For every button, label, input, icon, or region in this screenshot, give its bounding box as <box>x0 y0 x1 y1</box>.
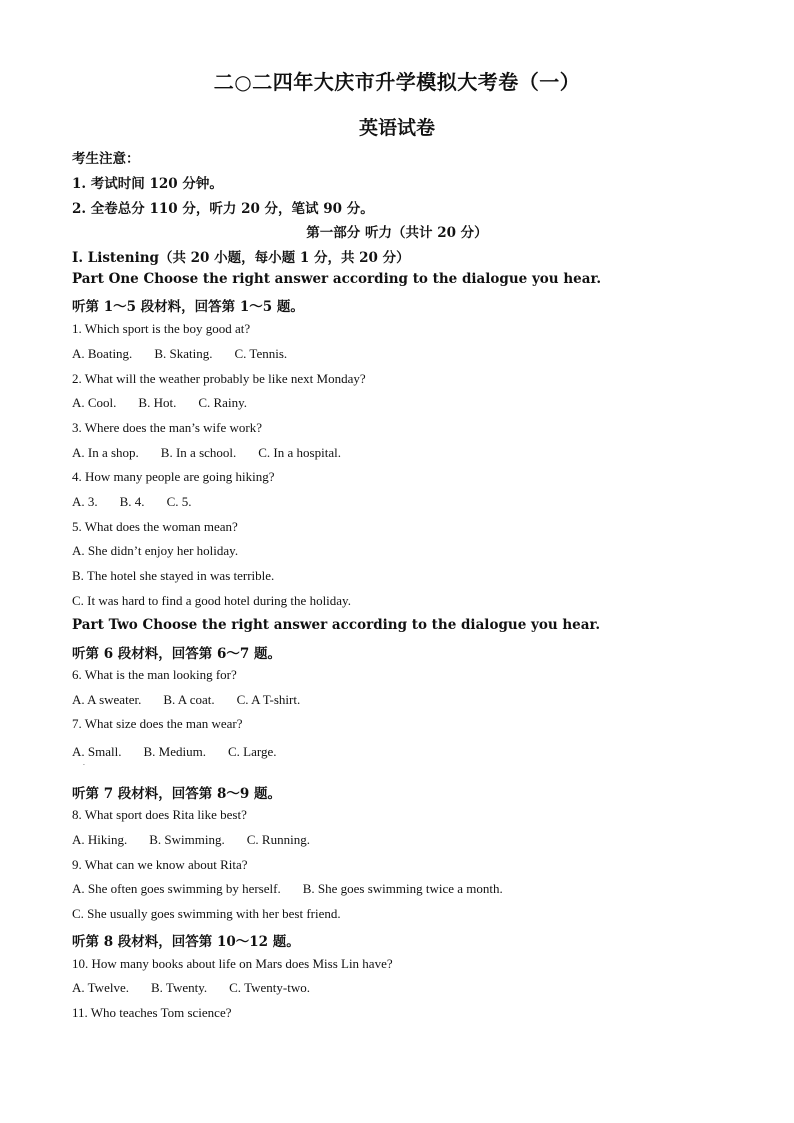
question-1-options <box>72 346 309 362</box>
question-10: 10. How many books about life on Mars does Miss Lin have? <box>72 956 393 971</box>
question-10-options <box>72 980 332 996</box>
group-8-instruction: 听第 8 段材料，回答第 10～12 题。 <box>72 934 300 950</box>
option-a: A. A sweater. <box>72 692 142 707</box>
question-6: 6. What is the man looking for? <box>72 667 237 682</box>
question-5-option-a: A. She didn’t enjoy her holiday. <box>72 543 239 558</box>
option-c: C. A T-shirt. <box>236 692 301 707</box>
option-a: A. In a shop. <box>72 445 139 460</box>
option-b: B. A coat. <box>163 692 215 707</box>
question-2-options <box>72 395 269 411</box>
question-5: 5. What does the woman mean? <box>72 519 238 534</box>
option-a: A. She often goes swimming by herself. <box>72 881 281 896</box>
question-9: 9. What can we know about Rita? <box>72 857 248 872</box>
option-c: C. Tennis. <box>234 346 288 361</box>
option-b: B. Skating. <box>154 346 213 361</box>
notice-item-2: 2. 全卷总分 110 分，听力 20 分，笔试 90 分。 <box>72 201 374 217</box>
option-b: B. Hot. <box>138 395 177 410</box>
option-a: A. Hiking. <box>72 832 128 847</box>
option-c: C. Large. <box>227 744 277 759</box>
question-3: 3. Where does the man’s wife work? <box>72 420 263 435</box>
notice-heading: 考生注意： <box>72 151 140 167</box>
question-9-option-c: C. She usually goes swimming with her best friend. <box>72 906 341 921</box>
listening-heading: Ⅰ. Listening（共 20 小题，每小题 1 分，共 20 分） <box>72 250 410 266</box>
option-b: B. Twenty. <box>150 980 208 995</box>
question-2: 2. What will the weather probably be like next Monday? <box>72 371 366 386</box>
option-a: A. Twelve. <box>72 980 129 995</box>
question-11: 11. Who teaches Tom science? <box>72 1005 232 1020</box>
part-two-instruction: Part Two Choose the right answer according to the dialogue you hear. <box>72 617 601 633</box>
question-7: 7. What size does the man wear? <box>72 716 243 731</box>
exam-title: 二○二四年大庆市升学模拟大考卷（一） <box>213 70 581 94</box>
part-one-instruction: Part One Choose the right answer according to the dialogue you hear. <box>72 271 602 287</box>
option-b: B. She goes swimming twice a month. <box>302 881 503 896</box>
option-c: C. Rainy. <box>198 395 247 410</box>
question-4: 4. How many people are going hiking? <box>72 469 275 484</box>
question-7-options <box>72 744 298 760</box>
option-a: A. Cool. <box>72 395 117 410</box>
question-5-option-b: B. The hotel she stayed in was terrible. <box>72 568 275 583</box>
option-c: C. Running. <box>246 832 310 847</box>
option-b: B. In a school. <box>160 445 237 460</box>
option-b: B. Medium. <box>143 744 206 759</box>
option-b: B. Swimming. <box>149 832 225 847</box>
option-c: C. 5. <box>166 494 192 509</box>
group-7-instruction: 听第 7 段材料，回答第 8～9 题。 <box>72 786 281 802</box>
group-6-instruction: 听第 6 段材料，回答第 6～7 题。 <box>72 646 281 662</box>
stray-mark: · <box>83 762 85 769</box>
question-4-options <box>72 494 213 510</box>
option-a: A. Boating. <box>72 346 133 361</box>
question-1: 1. Which sport is the boy good at? <box>72 321 251 336</box>
notice-item-1: 1. 考试时间 120 分钟。 <box>72 176 223 192</box>
part1-heading: 第一部分 听力（共计 20 分） <box>306 225 488 241</box>
option-a: A. 3. <box>72 494 98 509</box>
question-8: 8. What sport does Rita like best? <box>72 807 247 822</box>
group-1-instruction: 听第 1～5 段材料，回答第 1～5 题。 <box>72 299 304 315</box>
question-3-options <box>72 445 363 461</box>
question-5-option-c: C. It was hard to find a good hotel during the holiday. <box>72 593 351 608</box>
option-c: C. Twenty-two. <box>229 980 310 995</box>
exam-subject: 英语试卷 <box>358 117 435 139</box>
option-c: C. In a hospital. <box>258 445 341 460</box>
option-a: A. Small. <box>72 744 122 759</box>
question-8-options <box>72 832 332 848</box>
question-6-options <box>72 692 322 708</box>
option-b: B. 4. <box>119 494 145 509</box>
question-9-options-ab <box>72 881 525 897</box>
